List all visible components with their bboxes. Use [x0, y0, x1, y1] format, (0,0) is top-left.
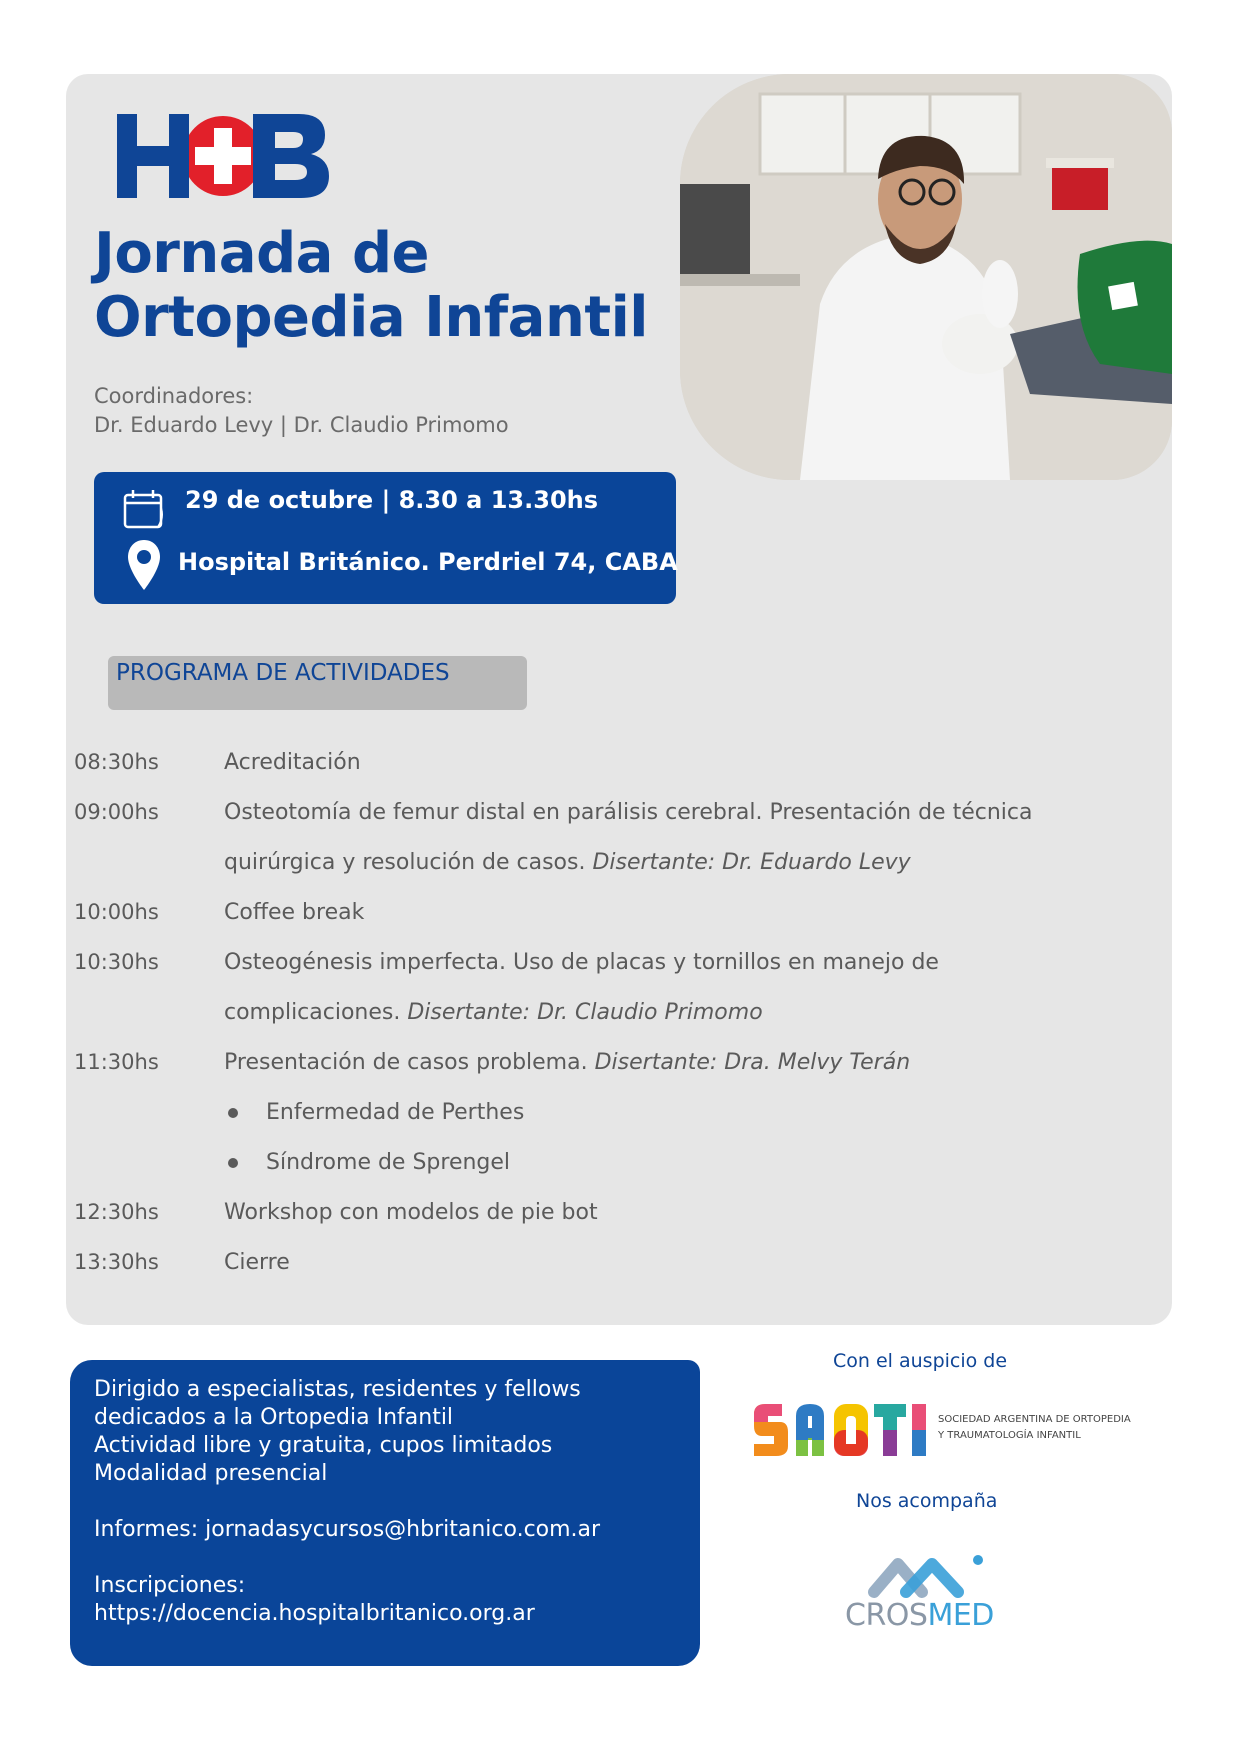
event-details-box: [70, 1360, 700, 1666]
schedule-time: 11:30hs: [74, 1050, 159, 1074]
schedule-text: Osteogénesis imperfecta. Uso de placas y tornillos en manejo de: [224, 950, 939, 975]
schedule-time: 12:30hs: [74, 1200, 159, 1224]
event-location: Hospital Británico. Perdriel 74, CABA: [178, 548, 678, 576]
schedule-text: Presentación de casos problema. Disertante: Dra. Melvy Terán: [224, 1050, 911, 1075]
saoti-subtitle-line: Y TRAUMATOLOGÍA INFANTIL: [938, 1430, 1081, 1441]
inscripciones-label: Inscripciones:: [94, 1573, 246, 1598]
event-date: 29 de octubre | 8.30 a 13.30hs: [185, 486, 599, 514]
informes-email[interactable]: Informes: jornadasycursos@hbritanico.com.ar: [94, 1517, 601, 1542]
doctor-photo: [680, 74, 1172, 480]
saoti-subtitle-line: SOCIEDAD ARGENTINA DE ORTOPEDIA: [938, 1414, 1131, 1425]
modality-line: Modalidad presencial: [94, 1461, 328, 1486]
audience-line: dedicados a la Ortopedia Infantil: [94, 1405, 454, 1430]
speaker: Disertante: Dr. Eduardo Levy: [592, 850, 911, 875]
audience-line: Dirigido a especialistas, residentes y fellows: [94, 1377, 581, 1402]
title-line-1: Jornada de: [94, 221, 430, 286]
schedule-time: 13:30hs: [74, 1250, 159, 1274]
inscripciones-link[interactable]: https://docencia.hospitalbritanico.org.ar: [94, 1601, 535, 1626]
speaker: Disertante: Dra. Melvy Terán: [594, 1050, 911, 1075]
schedule-text: Acreditación: [224, 750, 361, 775]
schedule-bullet-item: Síndrome de Sprengel: [266, 1150, 511, 1175]
schedule-text-continued: complicaciones. Disertante: Dr. Claudio Primomo: [224, 1000, 763, 1025]
access-line: Actividad libre y gratuita, cupos limitados: [94, 1433, 553, 1458]
event-title: [94, 222, 648, 350]
hospital-britanico-logo: [117, 114, 331, 198]
schedule-time: 09:00hs: [74, 800, 159, 824]
schedule-text-continued: quirúrgica y resolución de casos. Disertante: Dr. Eduardo Levy: [224, 850, 911, 875]
bullet-icon: [228, 1158, 238, 1168]
location-pin-icon: [126, 538, 162, 592]
partner-label: Nos acompaña: [856, 1490, 998, 1512]
event-info-box: [94, 472, 676, 604]
schedule-text: Osteotomía de femur distal en parálisis cerebral. Presentación de técnica: [224, 800, 1033, 825]
schedule-time: 08:30hs: [74, 750, 159, 774]
calendar-icon: [122, 488, 166, 530]
coordinators: [94, 382, 509, 440]
program-heading-tab: [108, 656, 527, 710]
bullet-icon: [228, 1108, 238, 1118]
schedule-text: Workshop con modelos de pie bot: [224, 1200, 598, 1225]
sponsor-label: Con el auspicio de: [833, 1350, 1008, 1372]
schedule-bullet-item: Enfermedad de Perthes: [266, 1100, 525, 1125]
schedule-text: Coffee break: [224, 900, 365, 925]
schedule-time: 10:30hs: [74, 950, 159, 974]
saoti-subtitle: [938, 1412, 1131, 1444]
crosmed-wordmark: CROSMED: [845, 1598, 994, 1633]
coordinators-label: Coordinadores:: [94, 384, 254, 408]
title-line-2: Ortopedia Infantil: [94, 285, 648, 350]
schedule-text: Cierre: [224, 1250, 290, 1275]
schedule-time: 10:00hs: [74, 900, 159, 924]
program-heading: PROGRAMA DE ACTIVIDADES: [116, 660, 450, 686]
coordinators-names: Dr. Eduardo Levy | Dr. Claudio Primomo: [94, 413, 509, 437]
speaker: Disertante: Dr. Claudio Primomo: [407, 1000, 763, 1025]
